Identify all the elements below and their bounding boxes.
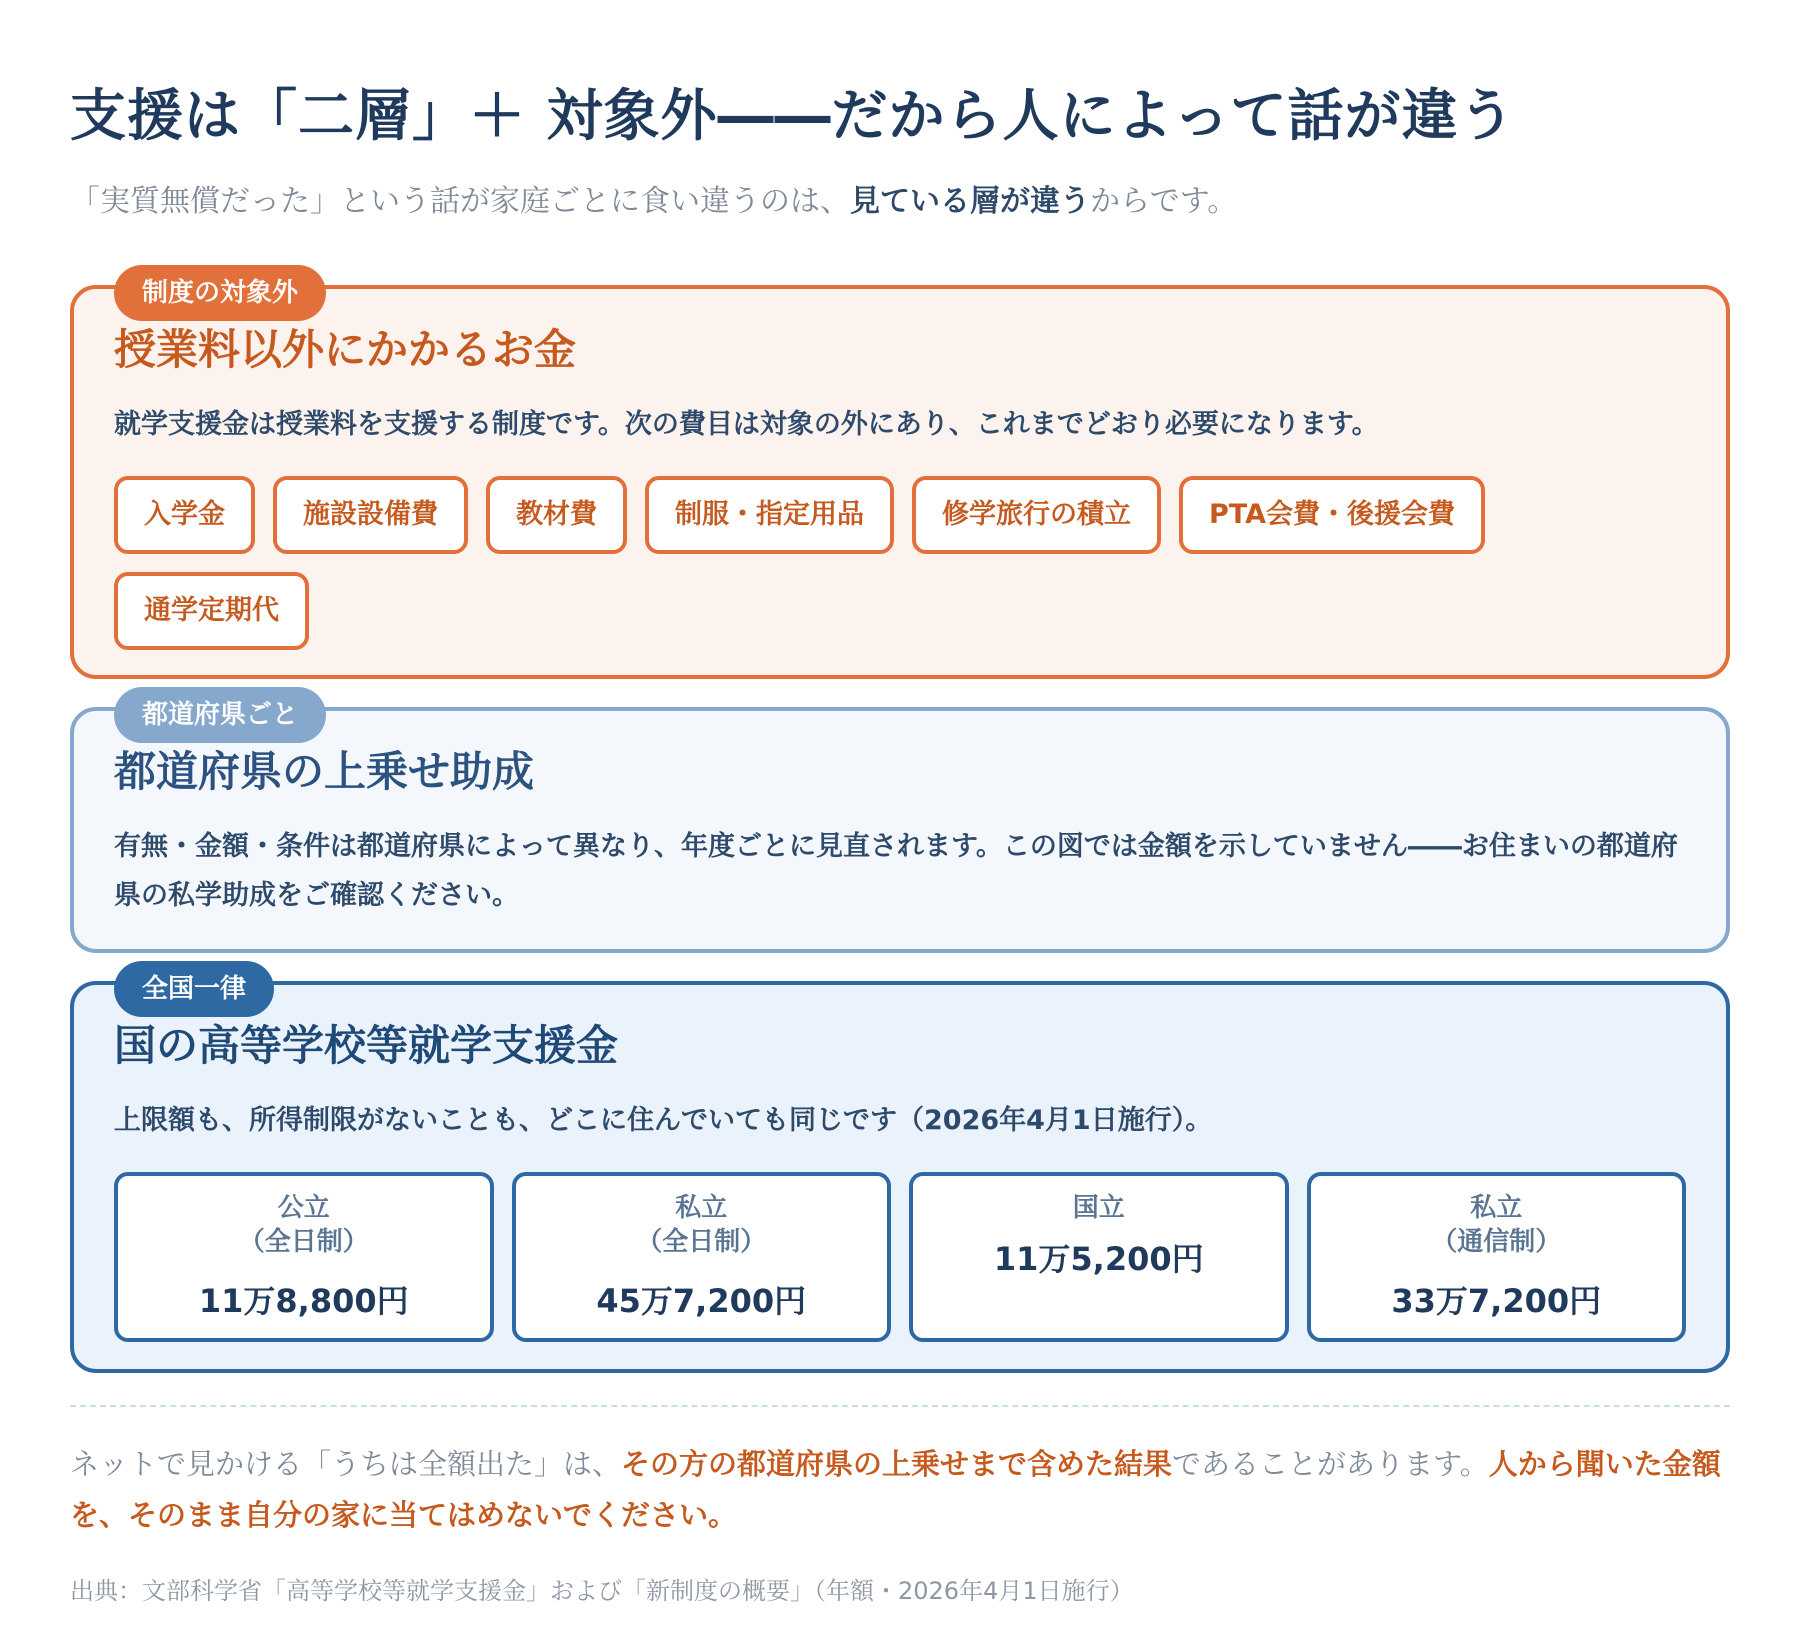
prefecture-title: 都道府県の上乗せ助成 <box>114 747 535 796</box>
excluded-title: 授業料以外にかかるお金 <box>114 325 577 374</box>
excluded-description: 就学支援金は授業料を支援する制度です。次の費目は対象の外にあり、これまでどおり必要になります。 <box>114 409 1379 441</box>
amount-card-type: 公立 <box>277 1193 330 1224</box>
page-subtitle <box>70 182 1730 221</box>
prefecture-subsidy-box <box>70 700 1730 953</box>
national-badge: 全国一律 <box>114 961 274 1017</box>
excluded-item: PTA会費・後援会費 <box>1179 476 1485 554</box>
source-citation: 出典：文部科学省「高等学校等就学支援金」および「新制度の概要」（年額・2026年4月1日施行） <box>70 1576 1134 1605</box>
amount-card-private-correspondence <box>1307 1172 1687 1342</box>
amount-card-private-fulltime <box>512 1172 892 1342</box>
national-support-box <box>70 974 1730 1373</box>
prefecture-badge: 都道府県ごと <box>114 687 326 743</box>
amount-card-value: 11万5,200円 <box>993 1239 1204 1278</box>
page-title: 支援は「二層」＋ 対象外――だから人によって話が違う <box>70 84 1516 149</box>
amount-card-type: 私立 <box>1470 1193 1523 1224</box>
excluded-item: 入学金 <box>114 476 255 554</box>
prefecture-description: 有無・金額・条件は都道府県によって異なり、年度ごとに見直されます。この図では金額を示していません――お住まいの都道府県の私学助成をご確認ください。 <box>114 831 1678 911</box>
national-description: 上限額も、所得制限がないことも、どこに住んでいても同じです（2026年4月1日施行）。 <box>114 1105 1213 1137</box>
excluded-item: 通学定期代 <box>114 572 309 650</box>
subtitle-pre: 「実質無償だった」という話が家庭ごとに食い違うのは、 <box>70 184 850 219</box>
amount-card-value: 11万8,800円 <box>198 1281 409 1320</box>
amount-card-sub: （通信制） <box>1431 1226 1562 1257</box>
excluded-item: 修学旅行の積立 <box>912 476 1161 554</box>
national-title: 国の高等学校等就学支援金 <box>114 1021 619 1070</box>
amount-card-sub: （全日制） <box>636 1226 767 1257</box>
excluded-item: 制服・指定用品 <box>645 476 894 554</box>
amount-cards <box>114 1172 1686 1342</box>
note-emphasis-2: 人から聞いた金額を、そのまま自分の家に当てはめないでください。 <box>70 1447 1721 1532</box>
note-part1: ネットで見かける「うちは全額出た」は、 <box>70 1447 622 1481</box>
amount-card-value: 45万7,200円 <box>596 1281 807 1320</box>
amount-card-national <box>909 1172 1289 1342</box>
amount-card-public-fulltime <box>114 1172 494 1342</box>
excluded-items <box>114 476 1686 650</box>
excluded-costs-box <box>70 278 1730 679</box>
note-emphasis-1: その方の都道府県の上乗せまで含めた結果 <box>621 1447 1173 1481</box>
dashed-divider <box>70 1405 1730 1407</box>
subtitle-emphasis: 見ている層が違う <box>850 184 1090 219</box>
caution-note <box>70 1439 1730 1541</box>
excluded-item: 教材費 <box>486 476 627 554</box>
note-part3: であることがあります。 <box>1172 1447 1489 1481</box>
amount-card-sub: （全日制） <box>238 1226 369 1257</box>
excluded-badge: 制度の対象外 <box>114 265 326 321</box>
subtitle-post: からです。 <box>1090 184 1238 219</box>
amount-card-type: 国立 <box>1072 1193 1125 1224</box>
amount-card-value: 33万7,200円 <box>1391 1281 1602 1320</box>
excluded-item: 施設設備費 <box>273 476 468 554</box>
amount-card-type: 私立 <box>675 1193 728 1224</box>
